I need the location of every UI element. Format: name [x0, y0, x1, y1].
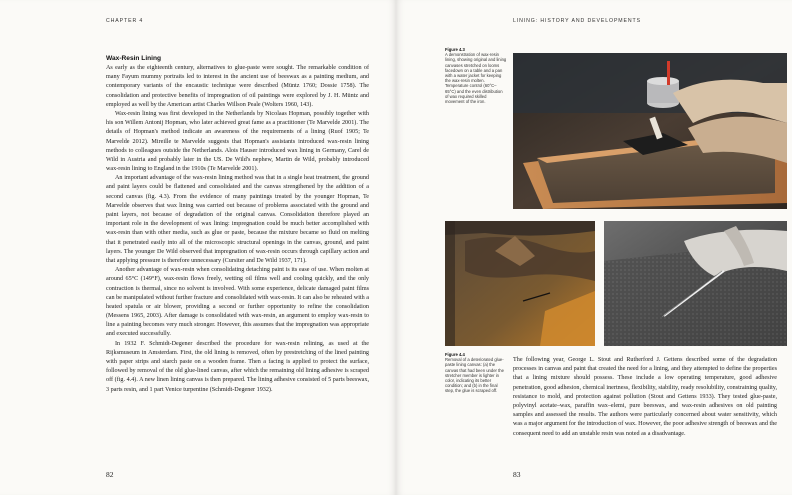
figure-4-4b-photo	[604, 221, 787, 346]
caption-text: Removal of a deteriorated glue-paste lining canvas: (a) the canvas that had been under the stretcher member is lighter in color, indicating its better condition; and (b) in the final step, the glue is scraped off.	[445, 357, 504, 394]
paragraph: As early as the eighteenth century, alternatives to glue-paste were sought. The remarkable condition of many Fayum mummy portraits led to interest in the ancient use of beeswax as a painting medium, and contemporary variants of the encaustic technique were described (Müntz 1760; Dossie 1758). The consolidation and protective benefits of impregnation of oil paintings were explored by J. H. Müntz and employed as well by the American artist Charles Willson Peale (Wolters 1960, 143).	[106, 65, 369, 108]
right-body-text	[513, 356, 777, 456]
page-number-right: 83	[513, 470, 521, 479]
running-head-left: CHAPTER 4	[106, 18, 144, 24]
caption-text: A demonstration of wax-resin lining, showing original and lining canvases stretched on looms facedown on a table and a pan with a water jacket for keeping the wax-resin molten. Temperature control (60°C–65°C) and the even distribution of wax required skilled movement of the iron.	[445, 52, 507, 105]
page-number-left: 82	[106, 470, 114, 479]
figure-4-3-caption	[445, 47, 507, 104]
right-page	[396, 0, 792, 495]
paragraph: In 1932 F. Schmidt-Degener described the procedure for wax-resin relining, as used at the Rijksmuseum in Amsterdam. First, the old lining is removed, often by prestretching of the lined painting with paper strips and starch paste on a wooden frame. Then a facing is applied to protect the surface, followed by removal of the old glue-lined canvas, after which the remaining old lining adhesive is scraped off (fig. 4.4). A new linen lining canvas is then prepared. The lining adhesive consisted of 5 parts beeswax, 3 parts resin, and 1 part Venice turpentine (Schmidt-Degener 1932).	[106, 340, 369, 393]
section-heading: Wax-Resin Lining	[106, 55, 162, 62]
paragraph: An important advantage of the wax-resin lining method was that in a single heat treatment, the ground and paint layers could be flattened and consolidated and the canvas strengthened by the addition of a second canvas (fig. 4.3). From the evidence of many paintings treated by the younger Hopman, Te Marvelde observes that wax lining was carried out because of problems associated with the ground and paint layers, not because of degradation of the original canvas. Consolidation therefore played an important role in the development of wax lining: impregnation could be much better accomplished with wax-resin than with other media, such as glue or paste, because the mixture became so fluid on melting that it penetrated easily into all of the microscopic structural openings in the canvas, ground, and paint layers. The younger De Wild observed that impregnation of wax-resin occurs through capillary action and that applying pressure is therefore unnecessary (Cursiter and De Wild 1937, 171).	[106, 175, 369, 264]
paragraph: The following year, George L. Stout and Rutherford J. Gettens described some of the degradation processes in canvas and paint that created the need for a lining, and they attempted to define the properties that a lining mixture should possess. These include a low operating temperature, good adhesive penetration, good adhesion, chemical inertness, flexibility, stability, ready resolubility, constraining quality, resistance to mold, and protection against pollution (Stout and Gettens 1933). They tested glue-paste, polyvinyl acetate–wax, paraffin wax–elemi, pure beeswax, and wax-resin adhesives on old painting samples and assessed the results. The authors were particularly concerned about water sensitivity, which was a major argument for the introduction of wax. However, the poor adhesive strength of beeswax and the consequent need to add an unstable resin was noted as a disadvantage.	[513, 357, 777, 437]
figure-label: Figure 4.4	[445, 352, 465, 357]
figure-4-4a-photo	[445, 221, 595, 346]
paragraph: Another advantage of wax-resin when consolidating detaching paint is its ease of use. When molten at around 65°C (149°F), wax-resin flows freely, wetting oil films well and cooling quickly, and the only contraction is thermal, since no solvent is involved. With some experience, delicate damaged paint films can be manipulated without further fracture and consolidated with wax-resin. It can also be reheated with a heated spatula or air blower, providing a second or further opportunity to refine the consolidation (Messens 1965, 2003). After damage is consolidated with wax-resin, an argument to employ wax-resin to line a painting becomes very much stronger. However, this assumes that the impregnation was appropriate and executed successfully.	[106, 267, 369, 338]
left-body-text	[106, 64, 369, 464]
figure-label: Figure 4.3	[445, 47, 465, 52]
figure-4-4-caption	[445, 352, 507, 394]
paragraph: Wax-resin lining was first developed in the Netherlands by Nicolaas Hopman, possibly together with his son Willem Antonij Hopman, who later achieved great fame as a practitioner (Te Marvelde 2001). The details of Hopman's method indicate an awareness of the requirements of a lining (Ruof 1905; Te Marvelde 2012). Mireille te Marvelde suggests that Hopman's assistants introduced wax-resin lining methods to colleagues outside the Netherlands. Alois Hauser introduced wax lining in Germany, Carel de Wild in Austria and probably later in the US. De Wild's nephew, Martin de Wild, probably introduced wax-resin lining to England in the 1910s (Te Marvelde 2001).	[106, 110, 369, 173]
figure-4-3-photo	[513, 53, 787, 209]
running-head-right: LINING: HISTORY AND DEVELOPMENTS	[513, 18, 641, 24]
